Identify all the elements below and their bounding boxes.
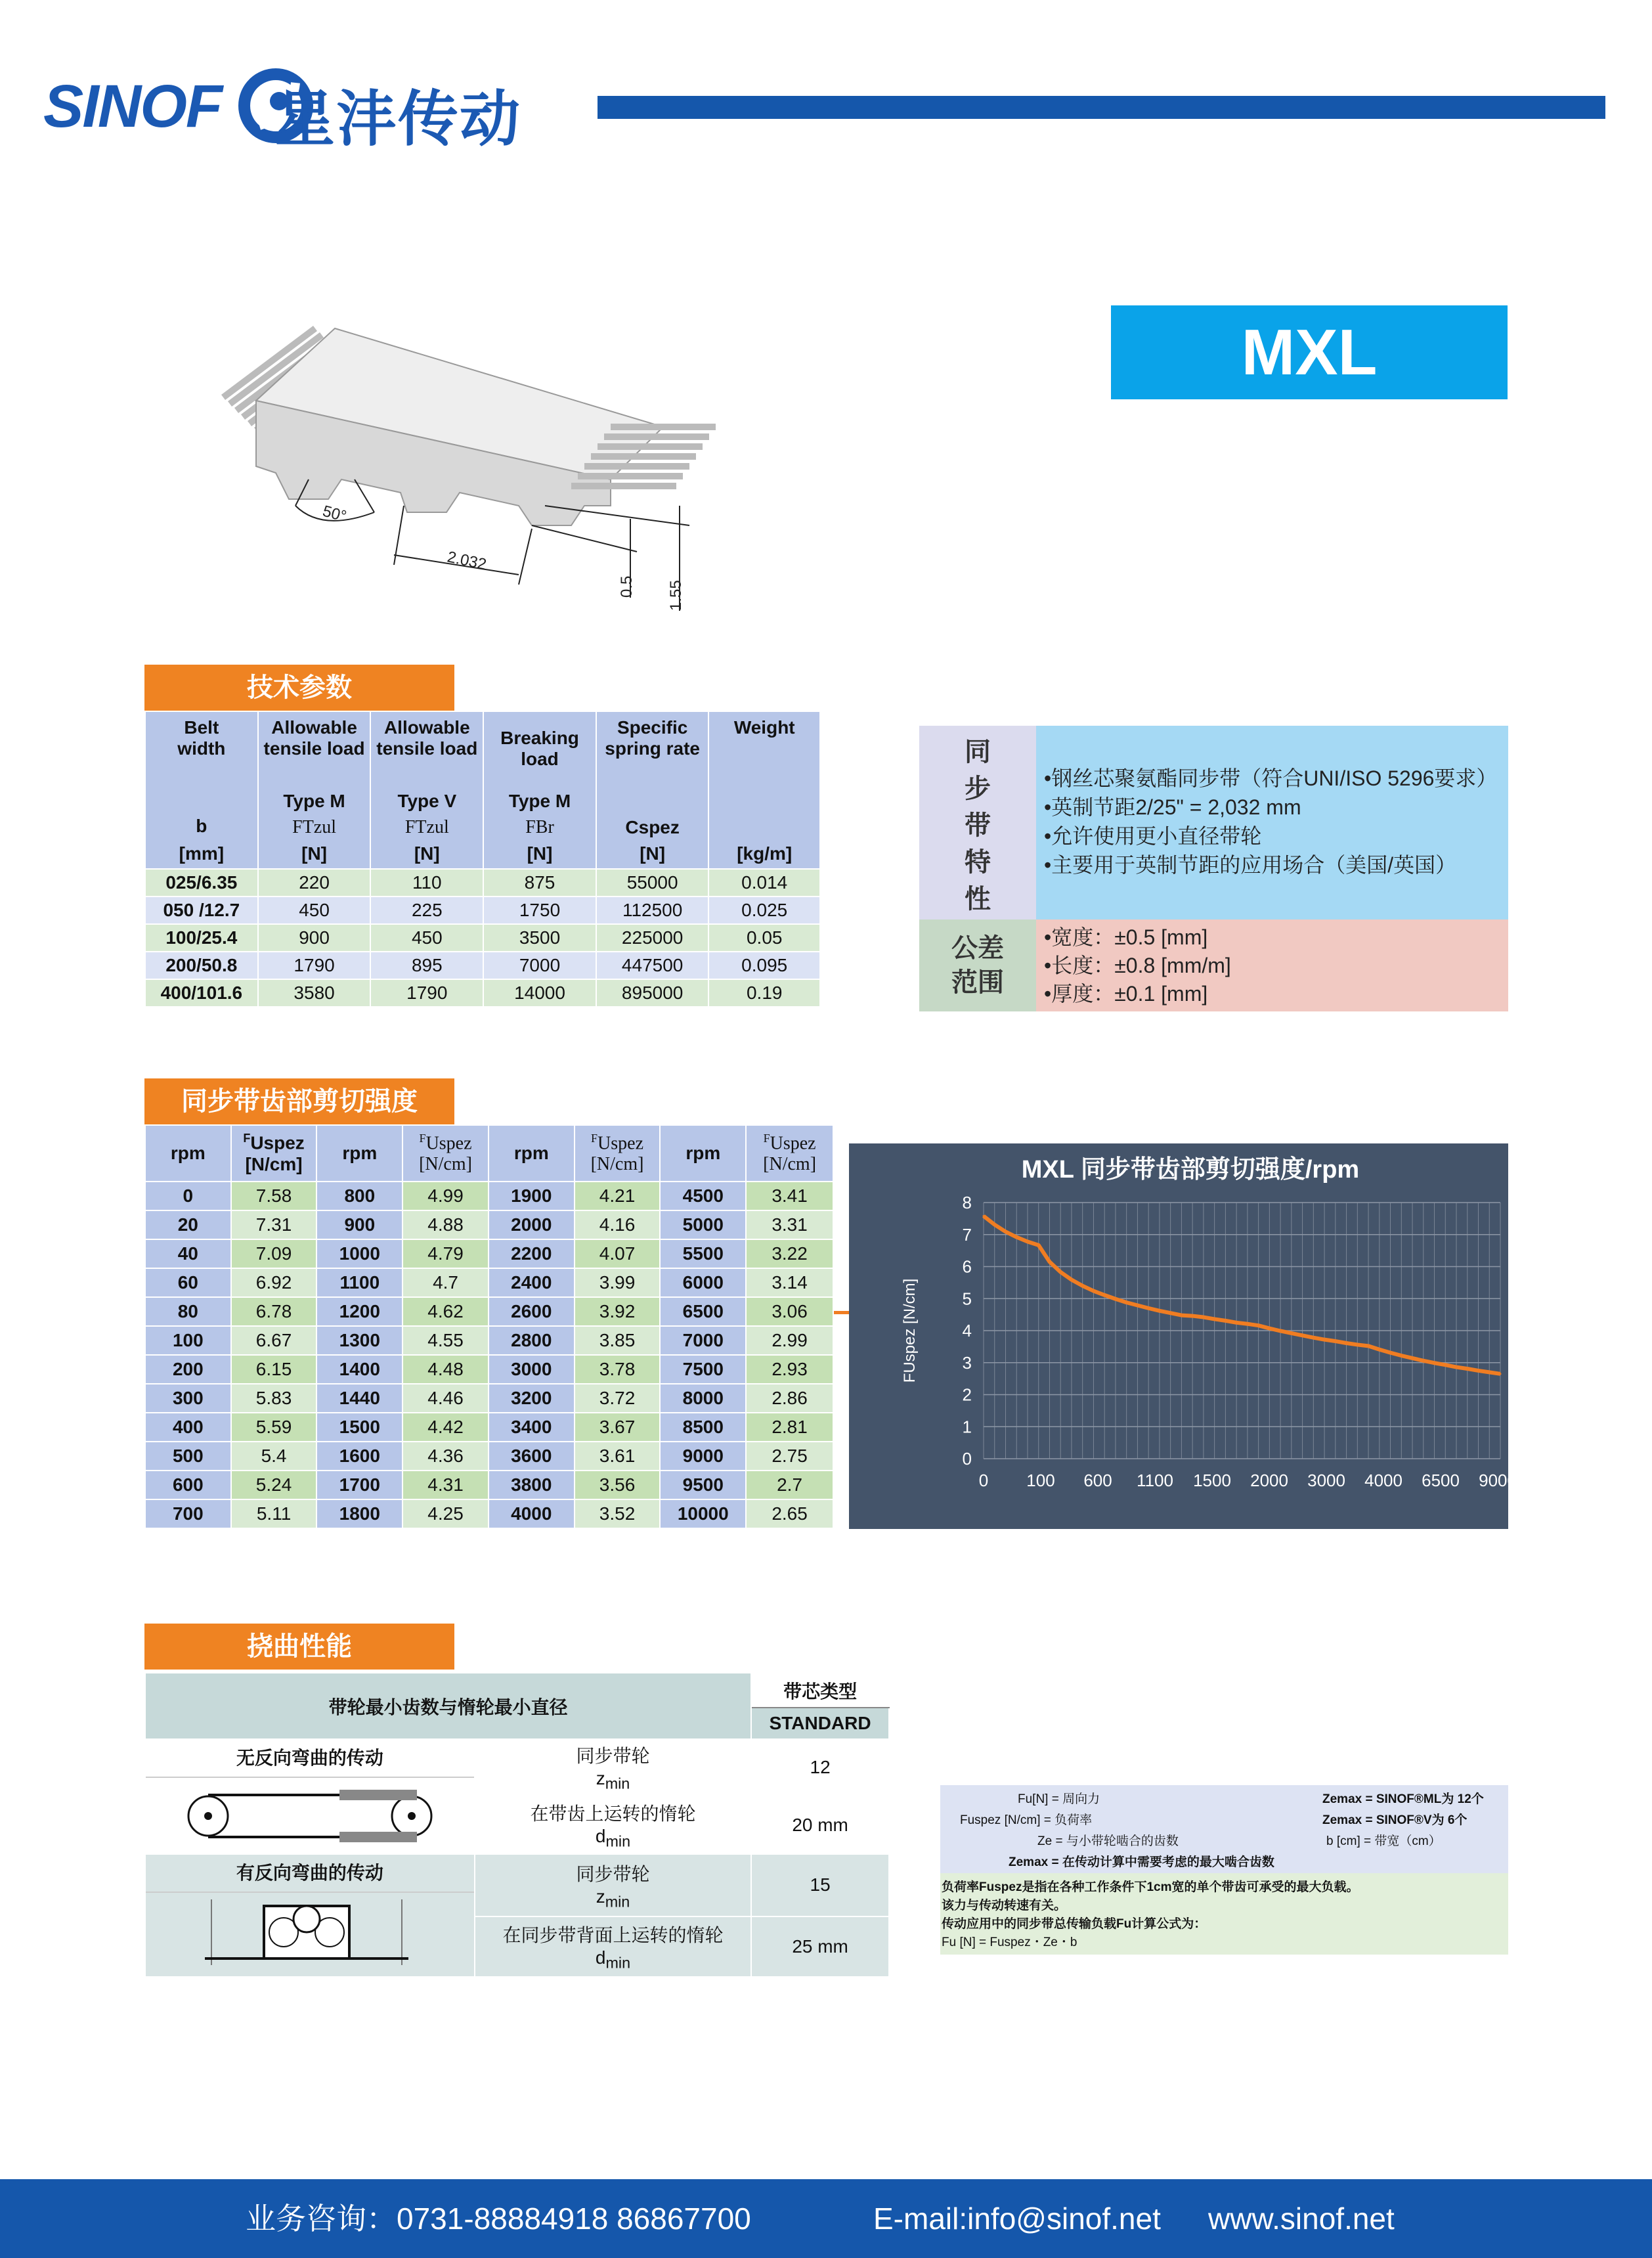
bend-head-std: STANDARD	[751, 1708, 889, 1739]
rpm-cell: 2000	[489, 1210, 575, 1239]
rpm-cell: 1300	[316, 1326, 402, 1355]
formula-notes	[940, 1873, 1508, 1955]
chart-svg	[849, 1143, 1517, 1529]
tolerance-item: •厚度：±0.1 [mm]	[1044, 982, 1208, 1006]
bend-head-left: 带轮最小齿数与惰轮最小直径	[145, 1673, 751, 1739]
fuspez-cell: 3.14	[746, 1268, 833, 1297]
bend-no-reverse: 无反向弯曲的传动	[145, 1739, 475, 1854]
rpm-cell: 80	[145, 1297, 231, 1326]
footer-phone: 业务咨询：0731-88884918 86867700	[246, 2202, 751, 2236]
rpm-cell: 2600	[489, 1297, 575, 1326]
data-point	[1213, 1318, 1215, 1320]
fuspez-cell: 4.21	[575, 1182, 661, 1210]
table-row	[145, 1268, 833, 1297]
table-row: 400/101.6 3580 1790 14000 895000 0.19	[145, 979, 820, 1007]
formula-panel	[940, 1785, 1508, 1955]
fuspez-cell: 4.79	[402, 1239, 489, 1268]
data-point	[1422, 1360, 1424, 1361]
fuspez-cell: 3.61	[575, 1442, 661, 1471]
fuspez-cell: 4.62	[402, 1297, 489, 1326]
data-point	[1489, 1371, 1490, 1373]
table-row	[145, 1239, 833, 1268]
angle-label: 50°	[320, 502, 349, 526]
data-point	[1389, 1352, 1391, 1354]
x-tick-label: 1500	[1193, 1471, 1231, 1490]
fuspez-cell: 2.65	[746, 1499, 833, 1528]
tooth-height-label: 0.5	[618, 575, 636, 598]
data-point	[1049, 1261, 1051, 1263]
table-row	[145, 1471, 833, 1499]
fuspez-cell: 5.24	[231, 1471, 317, 1499]
features-label: 同步带特性	[919, 726, 1036, 919]
formula-note: 负荷率Fuspez是指在各种工作条件下1cm宽的单个带齿可承受的最大负载。	[942, 1880, 1359, 1894]
tolerance-item: •长度：±0.8 [mm/m]	[1044, 954, 1231, 977]
y-tick-label: 4	[962, 1321, 972, 1340]
x-tick-label: 4000	[1364, 1471, 1402, 1490]
table-row	[145, 1182, 833, 1210]
rpm-cell: 1440	[316, 1384, 402, 1413]
table-row	[145, 1499, 833, 1528]
data-point	[1202, 1316, 1204, 1318]
table-row	[145, 1326, 833, 1355]
rpm-cell: 5000	[660, 1210, 746, 1239]
rpm-cell: 4000	[489, 1499, 575, 1528]
rpm-cell: 800	[316, 1182, 402, 1210]
rpm-cell: 3800	[489, 1471, 575, 1499]
chart-title: MXL 同步带齿部剪切强度/rpm	[1021, 1156, 1360, 1184]
rpm-cell: 2800	[489, 1326, 575, 1355]
fuspez-cell: 4.25	[402, 1499, 489, 1528]
formula-def: Fu[N] = 周向力	[1018, 1792, 1100, 1806]
formula-def: Zemax = SINOF®ML为 12个	[1322, 1792, 1484, 1806]
data-point	[1137, 1304, 1139, 1306]
bend-row-3-value: 15	[751, 1854, 889, 1916]
data-point	[1357, 1344, 1359, 1346]
series-line	[984, 1216, 1500, 1373]
x-tick-label: 100	[1026, 1471, 1055, 1490]
rpm-cell: 60	[145, 1268, 231, 1297]
formula-def: Fuspez [N/cm] = 负荷率	[960, 1813, 1093, 1827]
rpm-cell: 1900	[489, 1182, 575, 1210]
data-point	[1060, 1271, 1062, 1273]
fuspez-cell: 4.88	[402, 1210, 489, 1239]
table-row	[145, 1413, 833, 1442]
fuspez-cell: 3.31	[746, 1210, 833, 1239]
data-point	[1280, 1330, 1282, 1332]
fuspez-cell: 7.09	[231, 1239, 317, 1268]
rpm-cell: 500	[145, 1442, 231, 1471]
data-point	[1466, 1368, 1468, 1370]
table-row: 025/6.35 220 110 875 55000 0.014	[145, 869, 820, 897]
reverse-diagram	[165, 1893, 454, 1972]
x-tick-label: 0	[978, 1471, 989, 1490]
fuspez-cell: 3.56	[575, 1471, 661, 1499]
rpm-cell: 6500	[660, 1297, 746, 1326]
tech-header-weight: Weight [kg/m]	[708, 711, 820, 869]
table-row	[145, 1297, 833, 1326]
bend-row-2-label: 在带齿上运转的惰轮 $d_{min}$	[475, 1796, 751, 1854]
rpm-cell: 200	[145, 1355, 231, 1384]
data-point	[1257, 1325, 1259, 1327]
y-tick-label: 0	[962, 1449, 972, 1469]
footer-email: E-mail:info@sinof.net	[873, 2202, 1161, 2236]
rpm-cell: 6000	[660, 1268, 746, 1297]
table-row: 050 /12.7 450 225 1750 112500 0.025	[145, 897, 820, 924]
table-row: 100/25.4 900 450 3500 225000 0.05	[145, 924, 820, 952]
y-tick-label: 5	[962, 1289, 972, 1309]
rpm-cell: 3200	[489, 1384, 575, 1413]
fuspez-cell: 2.7	[746, 1471, 833, 1499]
bend-row-3-label: 同步带轮 $z_{min}$	[475, 1854, 751, 1916]
rpm-cell: 1700	[316, 1471, 402, 1499]
fuspez-cell: 4.7	[402, 1268, 489, 1297]
feature-item: •钢丝芯聚氨酯同步带（符合UNI/ISO 5296要求）	[1044, 766, 1498, 790]
bend-row-2-value: 20 mm	[751, 1796, 889, 1854]
rpm-cell: 9500	[660, 1471, 746, 1499]
tech-table	[144, 711, 821, 1007]
data-point	[993, 1224, 995, 1226]
data-point	[1324, 1339, 1326, 1340]
y-tick-label: 8	[962, 1193, 972, 1212]
fuspez-cell: 2.93	[746, 1355, 833, 1384]
rpm-cell: 4500	[660, 1182, 746, 1210]
data-point	[1037, 1244, 1039, 1246]
fuspez-cell: 3.85	[575, 1326, 661, 1355]
rpm-cell: 5500	[660, 1239, 746, 1268]
rpm-cell: 300	[145, 1384, 231, 1413]
rpm-cell: 1100	[316, 1268, 402, 1297]
fuspez-cell: 3.22	[746, 1239, 833, 1268]
fuspez-cell: 3.06	[746, 1297, 833, 1326]
y-tick-label: 3	[962, 1352, 972, 1373]
fuspez-cell: 2.75	[746, 1442, 833, 1471]
data-point	[1192, 1315, 1194, 1317]
data-point	[1378, 1348, 1380, 1350]
fuspez-cell: 3.52	[575, 1499, 661, 1528]
rpm-cell: 3600	[489, 1442, 575, 1471]
tolerance-list	[1036, 919, 1508, 1011]
feature-item: •英制节距2/25" = 2,032 mm	[1044, 795, 1301, 819]
tech-header-width: Belt width b [mm]	[145, 711, 258, 869]
shear-section-title: 同步带齿部剪切强度	[144, 1078, 454, 1124]
x-tick-label: 6500	[1422, 1471, 1460, 1490]
data-point	[1125, 1302, 1127, 1304]
tolerance-label: 公差 范围	[919, 919, 1036, 1011]
data-point	[1148, 1307, 1150, 1309]
fuspez-cell: 4.42	[402, 1413, 489, 1442]
data-point	[1104, 1294, 1106, 1296]
bend-row-4-label: 在同步带背面上运转的惰轮 $d_{min}$	[475, 1916, 751, 1977]
fuspez-cell: 6.92	[231, 1268, 317, 1297]
bend-table	[144, 1672, 890, 1978]
data-point	[1016, 1236, 1018, 1238]
data-point	[1313, 1337, 1315, 1339]
fuspez-cell: 4.55	[402, 1326, 489, 1355]
rpm-cell: 8000	[660, 1384, 746, 1413]
data-point	[1290, 1332, 1292, 1334]
rpm-cell: 900	[316, 1210, 402, 1239]
data-point	[1334, 1340, 1336, 1342]
rpm-cell: 1800	[316, 1499, 402, 1528]
features-panel	[919, 726, 1508, 1015]
data-point	[1412, 1357, 1414, 1359]
data-point	[983, 1215, 985, 1217]
x-tick-label: 1100	[1137, 1471, 1173, 1490]
brand-name-cn: 星沣传动	[274, 86, 522, 153]
data-point	[1368, 1345, 1370, 1347]
data-point	[1093, 1290, 1095, 1292]
feature-item: •主要用于英制节距的应用场合（美国/英国）	[1044, 853, 1457, 877]
data-point	[1081, 1285, 1083, 1287]
shear-header-row: rpm $^F$Uspez [N/cm] rpm $^F$Uspez [N/cm] rpm $^F$Uspez [N/cm] rpm $^F$Uspez [N/cm]	[145, 1125, 833, 1182]
data-point	[1158, 1310, 1160, 1312]
data-point	[1225, 1319, 1227, 1321]
data-point	[1269, 1327, 1271, 1329]
data-point	[1169, 1312, 1171, 1314]
fuspez-cell: 4.99	[402, 1182, 489, 1210]
data-point	[1345, 1342, 1347, 1344]
fuspez-cell: 3.72	[575, 1384, 661, 1413]
rpm-cell: 10000	[660, 1499, 746, 1528]
fuspez-cell: 7.31	[231, 1210, 317, 1239]
x-tick-label: 600	[1083, 1471, 1112, 1490]
formula-defs	[940, 1785, 1508, 1873]
x-tick-label: 2000	[1250, 1471, 1288, 1490]
data-point	[1026, 1241, 1028, 1243]
model-title: MXL	[1111, 305, 1508, 399]
rpm-cell: 2200	[489, 1239, 575, 1268]
data-point	[1301, 1335, 1303, 1337]
formula-def: Ze = 与小带轮啮合的齿数	[1037, 1834, 1179, 1848]
rpm-cell: 600	[145, 1471, 231, 1499]
formula-def: b [cm] = 带宽（cm）	[1326, 1834, 1441, 1848]
footer-bar	[0, 2179, 1652, 2258]
fuspez-cell: 3.99	[575, 1268, 661, 1297]
data-point	[1114, 1298, 1116, 1300]
fuspez-cell: 2.99	[746, 1326, 833, 1355]
fuspez-cell: 4.16	[575, 1210, 661, 1239]
fuspez-cell: 7.58	[231, 1182, 317, 1210]
fuspez-cell: 4.46	[402, 1384, 489, 1413]
fuspez-cell: 5.4	[231, 1442, 317, 1471]
fuspez-cell: 2.81	[746, 1413, 833, 1442]
tech-header-breaking: Breaking load Type M FBr [N]	[483, 711, 596, 869]
formula-def: Zemax = 在传动计算中需要考虑的最大啮合齿数	[1009, 1855, 1274, 1869]
rpm-cell: 1000	[316, 1239, 402, 1268]
rpm-cell: 100	[145, 1326, 231, 1355]
bend-head-core: 带芯类型	[751, 1673, 889, 1708]
shear-table	[144, 1124, 834, 1529]
rpm-cell: 400	[145, 1413, 231, 1442]
tech-header-spring: Specific spring rate Cspez [N]	[596, 711, 709, 869]
brand-name-en: SINOF	[43, 73, 222, 140]
x-tick-label: 9000	[1479, 1471, 1517, 1490]
formula-note: 传动应用中的同步带总传输负载Fu计算公式为：	[942, 1917, 1207, 1931]
fuspez-cell: 3.92	[575, 1297, 661, 1326]
fuspez-cell: 4.36	[402, 1442, 489, 1471]
fuspez-cell: 5.83	[231, 1384, 317, 1413]
fuspez-cell: 6.78	[231, 1297, 317, 1326]
total-height-label: 1.55	[667, 580, 685, 611]
fuspez-cell: 4.48	[402, 1355, 489, 1384]
fuspez-cell: 4.07	[575, 1239, 661, 1268]
data-point	[1477, 1369, 1479, 1371]
rpm-cell: 1600	[316, 1442, 402, 1471]
table-row	[145, 1355, 833, 1384]
table-row	[145, 1210, 833, 1239]
rpm-cell: 700	[145, 1499, 231, 1528]
belt-illustration	[190, 309, 716, 624]
rpm-cell: 3000	[489, 1355, 575, 1384]
rpm-cell: 1200	[316, 1297, 402, 1326]
x-tick-label: 3000	[1307, 1471, 1345, 1490]
rpm-cell: 0	[145, 1182, 231, 1210]
rpm-cell: 2400	[489, 1268, 575, 1297]
fuspez-cell: 2.86	[746, 1384, 833, 1413]
table-row: 200/50.8 1790 895 7000 447500 0.095	[145, 952, 820, 979]
fuspez-cell: 5.11	[231, 1499, 317, 1528]
y-axis-label: FUspez [N/cm]	[901, 1278, 919, 1383]
rpm-cell: 8500	[660, 1413, 746, 1442]
fuspez-cell: 4.31	[402, 1471, 489, 1499]
rpm-cell: 3400	[489, 1413, 575, 1442]
formula-note: 该力与传动转速有关。	[942, 1899, 1067, 1913]
no-reverse-diagram	[165, 1783, 454, 1849]
y-tick-label: 6	[962, 1256, 972, 1277]
rpm-cell: 1500	[316, 1413, 402, 1442]
fuspez-cell: 6.15	[231, 1355, 317, 1384]
data-point	[1401, 1355, 1402, 1357]
formula-note: Fu [N] = Fuspez・Ze・b	[942, 1936, 1077, 1949]
bend-row-1-value: 12	[751, 1739, 889, 1796]
rpm-cell: 1400	[316, 1355, 402, 1384]
data-point	[1500, 1373, 1502, 1375]
data-point	[1456, 1366, 1458, 1368]
data-point	[1070, 1279, 1072, 1281]
bend-reverse: 有反向弯曲的传动	[145, 1854, 475, 1977]
features-list	[1036, 726, 1508, 919]
rpm-cell: 9000	[660, 1442, 746, 1471]
data-point	[1181, 1314, 1183, 1316]
table-row	[145, 1442, 833, 1471]
fuspez-cell: 3.67	[575, 1413, 661, 1442]
tech-header-type-m: Allowable tensile load Type M FTzul [N]	[258, 711, 371, 869]
fuspez-cell: 6.67	[231, 1326, 317, 1355]
tech-section-title: 技术参数	[144, 665, 454, 711]
y-tick-label: 2	[962, 1384, 972, 1405]
y-tick-label: 1	[962, 1417, 972, 1437]
bend-row-4-value: 25 mm	[751, 1916, 889, 1977]
fuspez-cell: 3.78	[575, 1355, 661, 1384]
data-point	[1236, 1321, 1238, 1323]
header-bar	[598, 96, 1605, 119]
data-point	[1445, 1364, 1446, 1366]
fuspez-cell: 3.41	[746, 1182, 833, 1210]
rpm-cell: 20	[145, 1210, 231, 1239]
y-tick-label: 7	[962, 1224, 972, 1245]
tolerance-item: •宽度：±0.5 [mm]	[1044, 925, 1208, 949]
footer-website: www.sinof.net	[1208, 2202, 1395, 2236]
data-point	[1005, 1231, 1007, 1233]
tech-header-type-v: Allowable tensile load Type V FTzul [N]	[370, 711, 483, 869]
data-point	[1246, 1323, 1248, 1325]
data-point	[1433, 1362, 1435, 1364]
formula-def: Zemax = SINOF®V为 6个	[1322, 1813, 1467, 1827]
shear-chart	[849, 1143, 1517, 1529]
pitch-label: 2.032	[445, 548, 489, 574]
rpm-cell: 40	[145, 1239, 231, 1268]
fuspez-cell: 5.59	[231, 1413, 317, 1442]
rpm-cell: 7000	[660, 1326, 746, 1355]
bend-row-1-label: 同步带轮 $z_{min}$	[475, 1739, 751, 1796]
bend-section-title: 挠曲性能	[144, 1624, 454, 1670]
table-row	[145, 1384, 833, 1413]
rpm-cell: 7500	[660, 1355, 746, 1384]
feature-item: •允许使用更小直径带轮	[1044, 824, 1262, 848]
